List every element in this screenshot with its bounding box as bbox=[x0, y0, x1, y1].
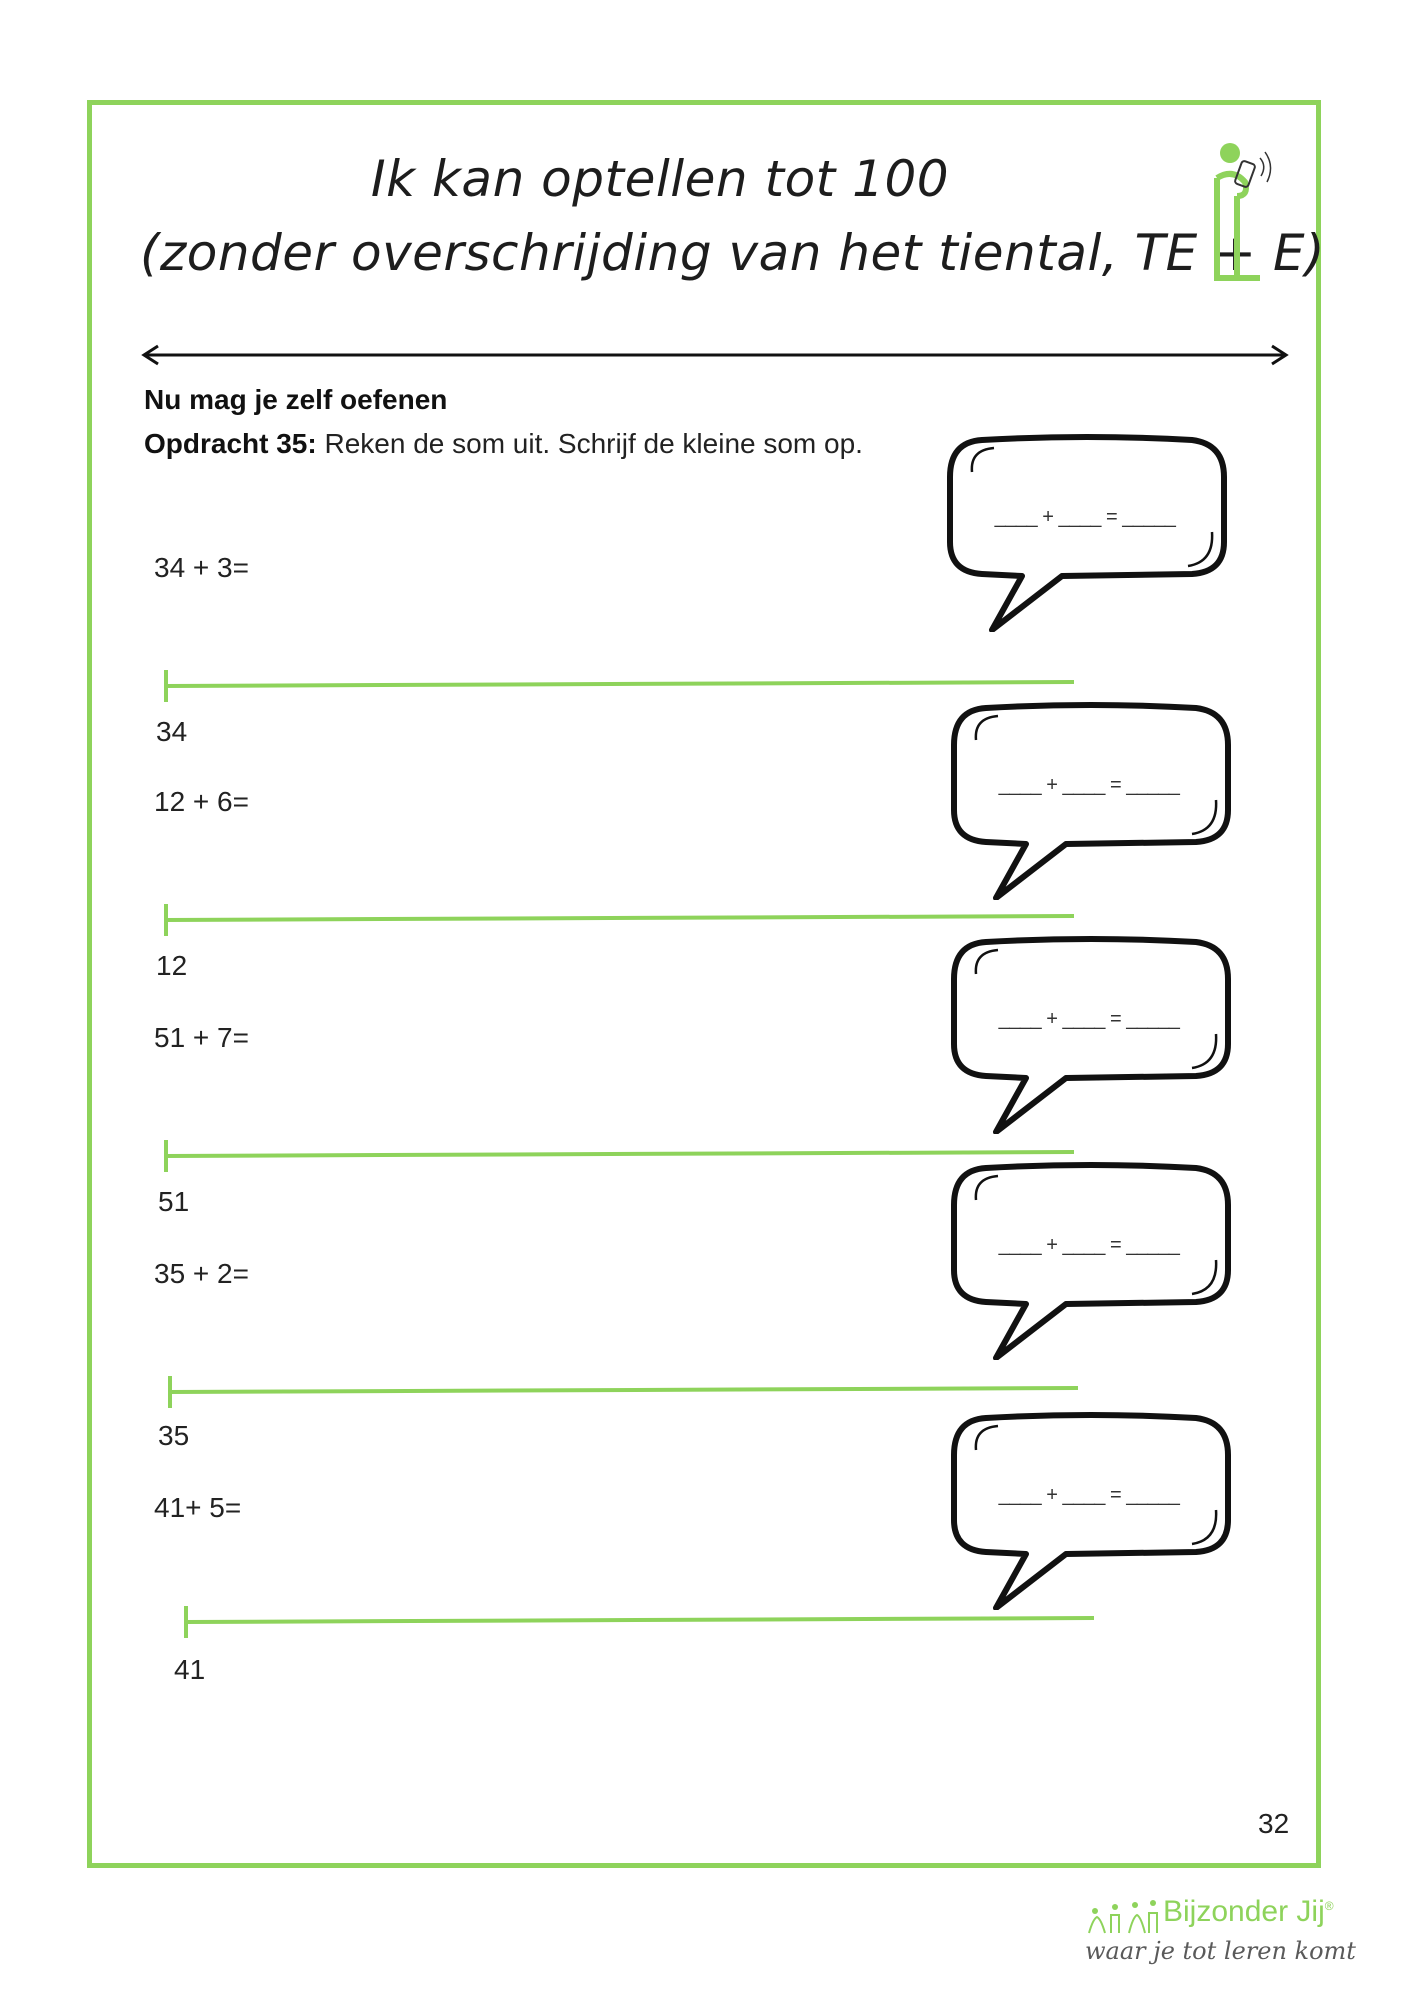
page-number: 32 bbox=[1258, 1808, 1290, 1839]
speech-bubble-icon bbox=[946, 700, 1236, 900]
section-subtitle: Nu mag je zelf oefenen bbox=[144, 384, 448, 415]
title-line-1: Ik kan optellen tot 100 bbox=[370, 150, 950, 208]
number-line-start: 34 bbox=[156, 716, 188, 747]
double-arrow-icon bbox=[140, 340, 1290, 370]
number-line[interactable] bbox=[160, 1138, 1080, 1174]
instruction bbox=[144, 428, 863, 460]
small-sum-blank[interactable]: ____ + ____ = _____ bbox=[994, 506, 1176, 528]
number-line-start: 51 bbox=[158, 1186, 190, 1217]
speech-bubble-icon bbox=[942, 432, 1232, 632]
speech-bubble-icon bbox=[946, 934, 1236, 1134]
number-line-start: 12 bbox=[156, 950, 188, 981]
exercise-sum: 41+ 5= bbox=[154, 1492, 242, 1523]
brand-figures-icon bbox=[1085, 1897, 1159, 1937]
registered-mark: ® bbox=[1324, 1899, 1334, 1913]
speech-bubble[interactable] bbox=[946, 1160, 1236, 1365]
small-sum-blank[interactable]: ____ + ____ = _____ bbox=[998, 1484, 1180, 1506]
title-line-2: (zonder overschrijding van het tiental, TE + E) bbox=[140, 224, 1326, 282]
small-sum-blank[interactable]: ____ + ____ = _____ bbox=[998, 774, 1180, 796]
number-line-start: 35 bbox=[158, 1420, 190, 1451]
number-line[interactable] bbox=[160, 902, 1080, 938]
number-line[interactable] bbox=[160, 668, 1080, 704]
speech-bubble-icon bbox=[946, 1160, 1236, 1360]
exercise-sum: 34 + 3= bbox=[154, 552, 249, 583]
speech-bubble-icon bbox=[946, 1410, 1236, 1610]
instruction-label: Opdracht 35: bbox=[144, 428, 317, 459]
instruction-text: Reken de som uit. Schrijf de kleine som op. bbox=[316, 428, 863, 459]
brand-tagline: waar je tot leren komt bbox=[1085, 1937, 1356, 1965]
brand-name-text: Bijzonder Jij bbox=[1163, 1895, 1325, 1928]
speech-bubble[interactable] bbox=[946, 934, 1236, 1139]
exercise-sum: 51 + 7= bbox=[154, 1022, 249, 1053]
small-sum-blank[interactable]: ____ + ____ = _____ bbox=[998, 1008, 1180, 1030]
small-sum-blank[interactable]: ____ + ____ = _____ bbox=[998, 1234, 1180, 1256]
speech-bubble[interactable] bbox=[946, 700, 1236, 905]
brand-name bbox=[1163, 1895, 1334, 1929]
speech-bubble[interactable] bbox=[946, 1410, 1236, 1615]
speech-bubble[interactable] bbox=[942, 432, 1232, 637]
exercise-sum: 12 + 6= bbox=[154, 786, 249, 817]
number-line-start: 41 bbox=[174, 1654, 206, 1685]
person-with-phone-icon bbox=[1205, 138, 1295, 288]
number-line[interactable] bbox=[164, 1374, 1084, 1410]
page-title bbox=[140, 142, 1326, 290]
exercise-sum: 35 + 2= bbox=[154, 1258, 249, 1289]
